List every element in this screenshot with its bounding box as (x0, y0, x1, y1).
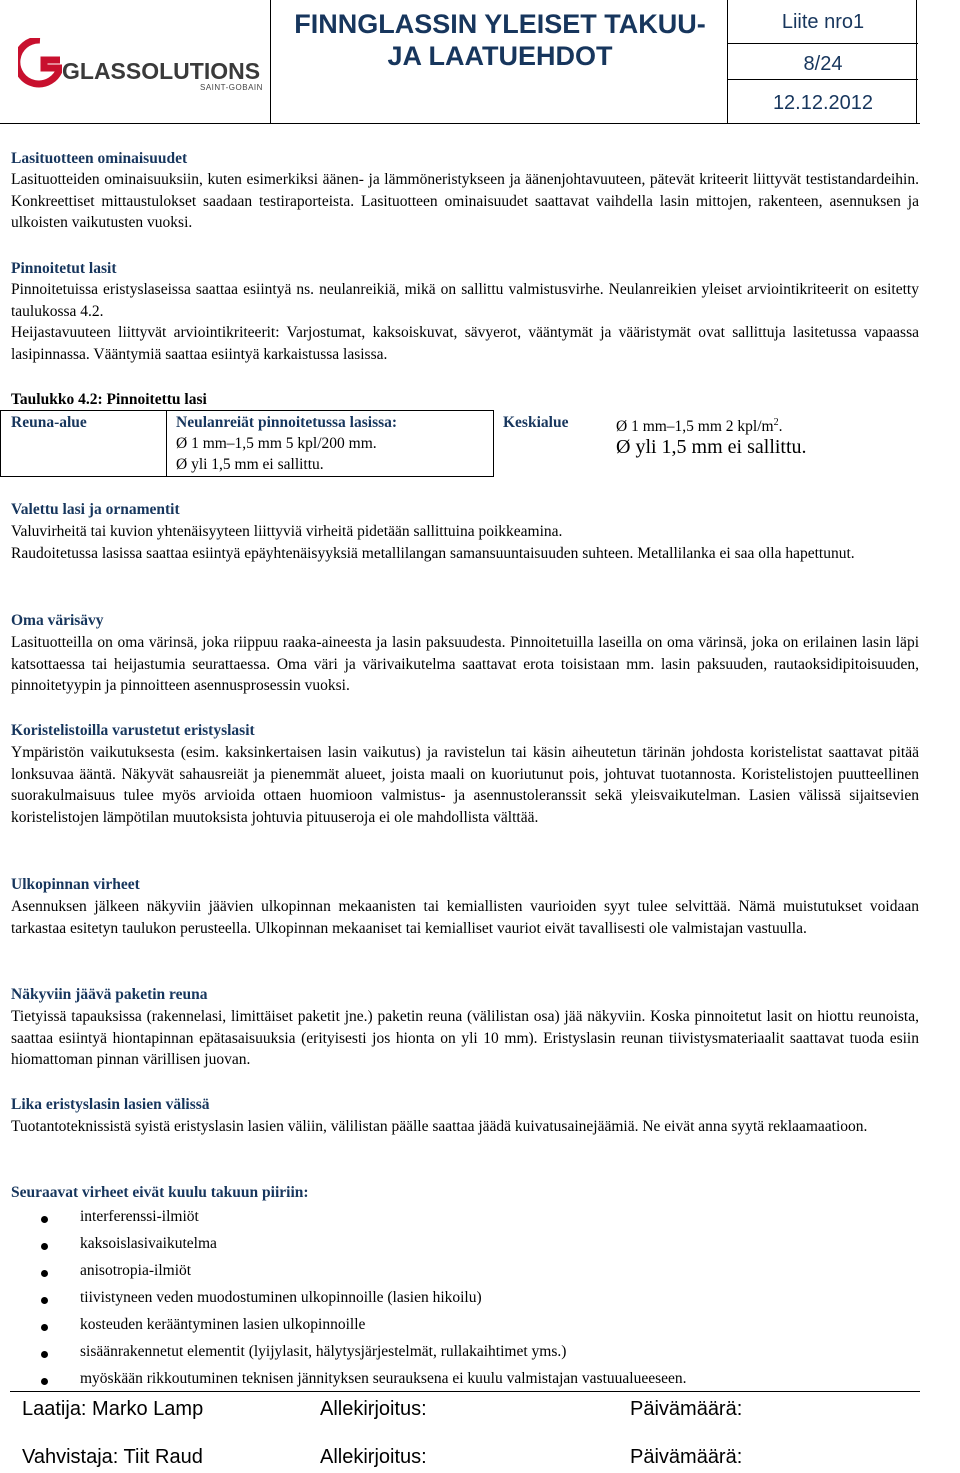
footer-approver: Vahvistaja: Tiit Raud (22, 1446, 203, 1468)
list-item (0, 1234, 940, 1261)
table-border-top-left (0, 410, 493, 411)
logo-brand: GLASSOLUTIONS (62, 58, 261, 84)
body-pinnoitetut-1: Pinnoitetuissa eristyslaseissa saattaa esiintyä ns. neulanreikiä, mikä on sallittu valmistusvirhe. Neulanreikien yleiset arviointikriteerit on esitetty taulukossa 4.2. (11, 281, 919, 320)
bullet-icon (41, 1351, 48, 1358)
heading-varisavy: Oma värisävy (11, 612, 104, 629)
table-edge-label: Reuna-alue (11, 414, 87, 431)
title-cell (270, 0, 728, 124)
list-item (0, 1207, 940, 1234)
table-edge-line-2: Ø yli 1,5 mm ei sallittu. (176, 456, 324, 473)
table-center-dot: . (778, 418, 783, 436)
table-center-line-1-text: Ø 1 mm–1,5 mm 2 kpl/m (616, 418, 774, 436)
list-item-text: kosteuden kerääntyminen lasien ulkopinnoille (80, 1316, 366, 1333)
footer-author: Laatija: Marko Lamp (22, 1398, 204, 1420)
footer-signature-1: Allekirjoitus: (320, 1398, 427, 1420)
body-paketti: Tietyissä tapauksissa (rakennelasi, limittäiset paketit jne.) paketin reuna (välilistan osa) jää näkyviin. Koska pinnoitetut lasit on hiottu reunoista, saattaa esiintyä hiontapinnan epätasaisuuksia (erityisesti jos hionta on yli 10 mm). Eristyslasin reunan tiivistysmateriaalit saattavat tuoda esiin hiomattoman pinnan värillisen juovan. (11, 1008, 919, 1068)
heading-ei-takuu: Seuraavat virheet eivät kuulu takuun piiriin: (11, 1184, 309, 1201)
table-center-line-1 (616, 413, 782, 437)
footer-signature-2: Allekirjoitus: (320, 1446, 427, 1468)
footer-divider (10, 1391, 920, 1392)
heading-ulkopinta: Ulkopinnan virheet (11, 876, 140, 893)
header-divider (0, 123, 920, 124)
bullet-icon (41, 1270, 48, 1277)
logo-cell (0, 0, 270, 124)
attachment-number: Liite nro1 (728, 0, 918, 44)
table-center-sup: 2 (773, 417, 779, 428)
table-border-right (493, 410, 494, 477)
footer-date-1: Päivämäärä: (630, 1398, 743, 1420)
list-item-text: myöskään rikkoutuminen teknisen jännityksen seurauksena ei kuulu valmistajan vastuualueeseen. (80, 1370, 687, 1387)
bullet-icon (41, 1216, 48, 1223)
list-item-text: kaksoislasivaikutelma (80, 1235, 217, 1252)
heading-koristelistat: Koristelistoilla varustetut eristyslasit (11, 722, 255, 739)
body-lika: Tuotantoteknissistä syistä eristyslasin lasien väliin, välilistan päälle saattaa jäädä kuivatusainejäämiä. Ne eivät anna syytä reklaamaatioon. (11, 1118, 868, 1135)
list-item (0, 1288, 940, 1315)
list-item-text: anisotropia-ilmiöt (80, 1262, 192, 1279)
meta-cell (727, 0, 917, 124)
heading-ominaisuudet: Lasituotteen ominaisuudet (11, 150, 188, 167)
heading-pinnoitetut: Pinnoitetut lasit (11, 260, 117, 277)
document-title (271, 8, 729, 72)
list-item-text: interferenssi-ilmiöt (80, 1208, 199, 1225)
page-number: 8/24 (728, 44, 918, 80)
bullet-icon (41, 1297, 48, 1304)
heading-valettu: Valettu lasi ja ornamentit (11, 501, 180, 518)
heading-paketti: Näkyviin jäävä paketin reuna (11, 986, 208, 1003)
table-border-mid (166, 410, 167, 477)
table-edge-head: Neulanreiät pinnoitetussa lasissa: (176, 414, 398, 431)
list-item (0, 1342, 940, 1369)
body-valettu-1: Valuvirheitä tai kuvion yhtenäisyyteen liittyviä virheitä pidetään sallittuina poikkeamina. (11, 523, 563, 540)
body-ulkopinta: Asennuksen jälkeen näkyviin jäävien ulkopinnan mekaanisten tai kemiallisten vaurioiden syyt tulee selvittää. Nämä muistutukset voidaan tarkastaa esitetyn taulukon perusteella. Ulkopinnan mekaaniset tai kemialliset vauriot eivät tavallisesti ole valmistajan vastuulla. (11, 898, 919, 937)
table-caption: Taulukko 4.2: Pinnoitettu lasi (11, 391, 207, 408)
footer-date-2: Päivämäärä: (630, 1446, 743, 1468)
list-item (0, 1315, 940, 1342)
list-item-text: tiivistyneen veden muodostuminen ulkopinnoille (lasien hikoilu) (80, 1289, 482, 1306)
document-date: 12.12.2012 (772, 92, 874, 114)
table-border-left (0, 410, 1, 477)
table-edge-line-1: Ø 1 mm–1,5 mm 5 kpl/200 mm. (176, 435, 377, 452)
logo-sub: SAINT-GOBAIN (200, 83, 263, 92)
list-item-text: sisäänrakennetut elementit (lyijylasit, hälytysjärjestelmät, rullakaihtimet yms.) (80, 1343, 567, 1360)
bullet-icon (41, 1324, 48, 1331)
body-valettu-2: Raudoitetussa lasissa saattaa esiintyä epäyhtenäisyyksiä metallilangan samansuuntaisuuden suhteen. Metallilanka ei saa olla hapettunut. (11, 545, 855, 562)
heading-lika: Lika eristyslasin lasien välissä (11, 1096, 210, 1113)
body-ominaisuudet: Lasituotteiden ominaisuuksiin, kuten esimerkiksi äänen- ja lämmöneristykseen ja äänenjohtavuuteen, pätevät kriteerit liittyvät testistandardeihin. Konkreettiset mittaustulokset saadaan testiraporteista. Lasituotteen ominaisuudet saattavat vaihdella lasin mittojen, rakenteen, asennuksen ja ulkoisten vaikutusten vuoksi. (11, 171, 919, 231)
bullet-icon (41, 1243, 48, 1250)
body-koristelistat: Ympäristön vaikutuksesta (esim. kaksinkertaisen lasin vaikutus) ja ravistelun tai käsin aiheutetun tärinän johdosta koristelistat saattavat pitää lonksuvaa ääntä. Näkyvät sahausreiät ja pienemmät alueet, joista maali on kuoriutunut pois, johtuvat tuotannosta. Koristelistojen puutteellinen suorakulmaisuus tulee myös arvioida ottaen huomioon valmistus- ja asennustoleranssit sekä yleisvaikutelman. Lasien välissä sijaitsevien koristelistojen lämpötilan muutoksista johtuvia pituuseroja ei ole mahdollista välttää. (11, 744, 919, 826)
table-center-label: Keskialue (503, 414, 569, 431)
bullet-icon (41, 1378, 48, 1385)
title-line-2: JA LAATUEHDOT (387, 41, 613, 71)
list-item (0, 1261, 940, 1288)
table-border-bottom-left (0, 476, 493, 477)
title-line-1: FINNGLASSIN YLEISET TAKUU- (294, 9, 706, 39)
glassolutions-logo-icon (18, 38, 62, 90)
body-varisavy: Lasituotteilla on oma värinsä, joka riippuu raaka-aineesta ja lasin paksuudesta. Pinnoitetuilla laseilla on oma värinsä, joka on erilainen lasin läpi katsottaessa tai heijastumia seurattaessa. Oma väri ja värivaikutelma saattavat erota toisistaan mm. lasin paksuuden, rautaoksidipitoisuuden, pinnoitetyypin ja pinnoitteen asennusprosessin vuoksi. (11, 634, 919, 694)
body-pinnoitetut-2: Heijastavuuteen liittyvät arviointikriteerit: Varjostumat, kaksoiskuvat, sävyerot, vääntymät ja vääristymät ovat sallittuja lasitetussa vapaassa lasipinnassa. Vääntymiä saattaa esiintyä karkaistussa lasissa. (11, 324, 919, 363)
table-center-line-2: Ø yli 1,5 mm ei sallittu. (616, 436, 807, 458)
